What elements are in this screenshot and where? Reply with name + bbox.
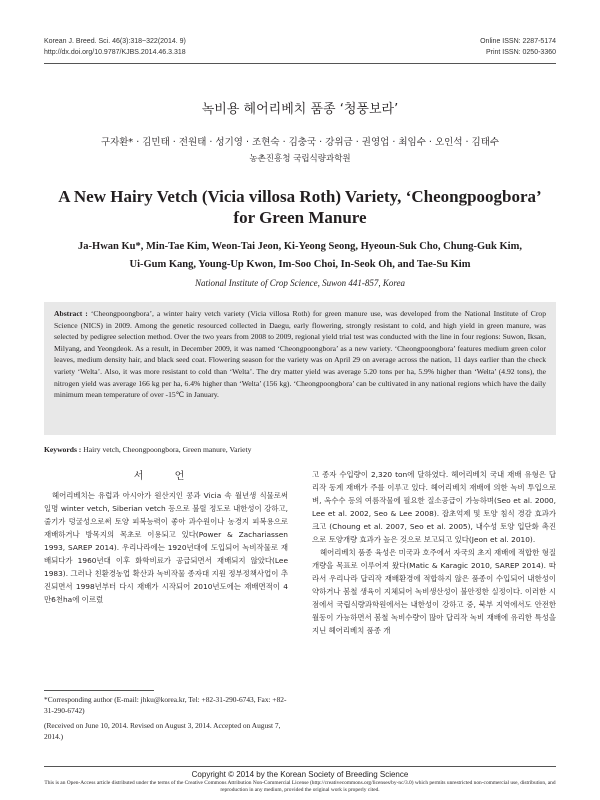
korean-affiliation: 농촌진흥청 국립식량과학원 xyxy=(249,154,351,164)
print-issn: Print ISSN: 0250-3360 xyxy=(485,49,556,56)
right-column xyxy=(312,468,556,637)
korean-authors: 구자환* · 김민태 · 전원태 · 성기영 · 조현숙 · 김충국 · 강위금 · 권영업 · 최임수 · 오인석 · 김태수 xyxy=(100,137,500,148)
intro-paragraph-1: 헤어리베치는 유럽과 아시아가 원산지인 콩과 Vicia 속 월년생 식물로써 일명 winter vetch, Siberian vetch 등으로 불릴 정도로 내한성이 강하고, 줄기가 덩굴성으로써 토양 피복능력이 좋아 과수원이나 농경지 피복용으로 재배하거나 방목지의 목초로 이용되고 있다(Power & Zachariassen 1993, SAREP 2014). 우리나라에는 1920년대에 도입되어 녹비작물로 재배되다가 1960년대 이후 화학비료가 공급되면서 재배되지 않았다(Lee 1983). 그러나 친환경농업 확산과 녹비작물 종자대 지원 정부정책사업이 추진되면서 1998년부터 다시 재배가 시작되어 2010년도에는 재배면적이 4만6천ha에 이르렀 xyxy=(44,491,288,604)
keywords-text: Hairy vetch, Cheongpoongbora, Green manure, Variety xyxy=(83,445,252,454)
footnote-rule xyxy=(44,690,154,691)
copyright-line: Copyright © 2014 by the Korean Society of Breeding Science xyxy=(191,770,409,779)
english-title-line2: for Green Manure xyxy=(233,208,367,227)
intro-paragraph-continued: 고 종자 수입량이 2,320 ton에 달하였다. 헤어리베치 국내 재배 유형은 답리작 동계 재배가 주를 이루고 있다. 헤어리베치 재배에 의한 녹비 투입으로 벼, 옥수수 등의 여름작물에 필요한 질소공급이 가능하며(Seo et al. 2000, Lee et al. 2002, Seo & Lee 2008). 잡초억제 및 토양 침식 경감 효과가 크고 (Choung et al. 2007, Seo et al. 2005), 내수성 토양 입단화 촉진으로 토양개량 효과가 높은 것으로 보고되고 있다(Jeon et al. 2010). xyxy=(312,470,556,544)
header-rule xyxy=(44,63,556,64)
running-header-left xyxy=(44,36,186,58)
keywords xyxy=(44,445,556,454)
received-dates-note: (Received on June 10, 2014. Revised on August 3, 2014. Accepted on August 7, 2014.) xyxy=(44,721,281,741)
english-title xyxy=(44,186,556,228)
english-authors-line1: Ja-Hwan Ku*, Min-Tae Kim, Weon-Tai Jeon, Ki-Yeong Seong, Hyeoun-Suk Cho, Chung-Guk Kim, xyxy=(78,241,522,252)
korean-title: 녹비용 헤어리베치 품종 ‘청풍보라’ xyxy=(201,102,399,117)
abstract-label: Abstract : xyxy=(54,309,88,318)
left-column xyxy=(44,470,288,606)
keywords-label: Keywords : xyxy=(44,445,82,454)
license-notice: This is an Open-Access article distributed under the terms of the Creative Commons Attribution Non-Commercial License (http://creativecommons.org/licenses/by-nc/3.0) which permits unrestricted non-commercial use, distribution, and reproduction in any medium, provided the original work is properly cited. xyxy=(44,780,556,793)
english-authors-line2: Ui-Gum Kang, Young-Up Kwon, Im-Soo Choi, In-Seok Oh, and Tae-Su Kim xyxy=(129,259,471,270)
intro-paragraph-2: 헤어리베치 품종 육성은 미국과 호주에서 자국의 초지 재배에 적합한 형질 개량을 목표로 이루어져 왔다(Matic & Karagic 2010, SAREP 2014). 따라서 우리나라 답리작 재배환경에 적합하지 않은 품종이 수입되어 내한성이 약하거나 봄철 생육이 지체되어 녹비생산성이 불안정한 실정이다. 이러한 시점에서 국립식량과학원에서는 내한성이 강하고 중, 북부 지역에서도 안전한 월동이 가능하면서 봄철 녹비수량이 많아 답리작 녹비 재배에 유리한 특성을 지닌 헤어리베치 품종 개 xyxy=(312,548,556,635)
abstract-text: ‘Cheongpoongbora’, a winter hairy vetch variety (Vicia villosa Roth) for green manure use, was developed from the National Institute of Crop Science (NICS) in 2009. Among the genetic resourced collected in Daegu, early flowering, strongly resistant to cold, and high yield in green manure, was selected by pedigree selection method. Over the two years from 2008 to 2009, regional yield trial test was conducted with the line in four regions: Suwon, Iksan, Milyang, and Yeongdeok. As a result, in December 2009, it was named ‘Cheongpoongbora’ as a new variety. ‘Cheongpoongbora’ features medium green color leaves, medium density hair, and black seed coat. Flowering season for the variety was on April 29 on average across the nation, 11 days earlier than the check variety ‘Welta’. Also, it was more resistant to cold than ‘Welta’. The dry matter yield was average 5.20 tons per ha, 5.9% higher than ‘Welta’ (4.92 tons), the nitrogen yield was average 166 kg per ha, 6.4% higher than ‘Welta’ (156 kg). ‘Cheongpoongbora’ can be cultivated in any national regions which have the daily minimum mean temperature of over -15℃ in January. xyxy=(54,309,546,400)
section-heading-intro: 서 언 xyxy=(133,471,199,482)
doi-link[interactable]: http://dx.doi.org/10.9787/KJBS.2014.46.3.318 xyxy=(44,49,186,56)
footer-rule xyxy=(44,766,556,767)
corresponding-author-note: *Corresponding author (E-mail: jhku@korea.kr, Tel: +82-31-290-6743, Fax: +82-31-290-6742) xyxy=(44,695,287,715)
english-affiliation: National Institute of Crop Science, Suwon 441-857, Korea xyxy=(194,278,406,288)
english-title-line1: A New Hairy Vetch (Vicia villosa Roth) Variety, ‘Cheongpoogbora’ xyxy=(58,187,542,206)
english-authors xyxy=(44,238,556,274)
running-header-right xyxy=(480,36,556,58)
online-issn: Online ISSN: 2287-5174 xyxy=(480,38,556,45)
abstract-box xyxy=(44,302,556,435)
journal-citation: Korean J. Breed. Sci. 46(3):318~322(2014. 9) xyxy=(44,38,186,45)
